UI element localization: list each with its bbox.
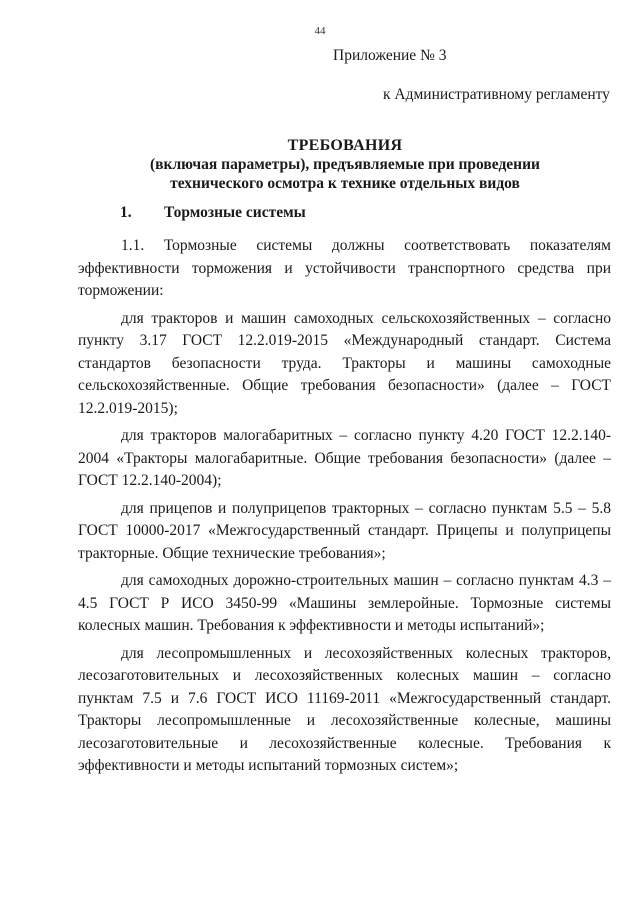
title-subtitle-line-2: технического осмотра к технике отдельных видов: [170, 175, 520, 192]
document-title: [80, 136, 610, 193]
annex-reference: к Административному регламенту: [383, 86, 610, 103]
paragraph: для лесопромышленных и лесохозяйственных колесных тракторов, лесозаготовительных и лесохозяйственных колесных машин – согласно пунктам 7.5 и 7.6 ГОСТ ИСО 11169-2011 «Межгосударственный стандарт. Тракторы лесопромышленные и лесохозяйственные колесные, машины лесозаготовительные и лесохозяйственные колесные. Требования к эффективности и методы испытаний тормозных систем»;: [78, 644, 611, 774]
paragraph: для тракторов и машин самоходных сельскохозяйственных – согласно пункту 3.17 ГОСТ 12.2.019-2015 «Международный стандарт. Система стандартов безопасности труда. Тракторы и машины самоходные сельскохозяйственные. Общие требования безопасности» (далее – ГОСТ 12.2.019-2015);: [78, 309, 611, 417]
title-main: ТРЕБОВАНИЯ: [287, 137, 403, 154]
paragraph: для тракторов малогабаритных – согласно пункту 4.20 ГОСТ 12.2.140-2004 «Тракторы малогабаритные. Общие требования безопасности» (далее – ГОСТ 12.2.140-2004);: [78, 427, 611, 489]
page-number: 44: [314, 25, 326, 37]
annex-label: Приложение № 3: [333, 47, 447, 64]
section-number: 1.: [120, 204, 132, 221]
section-title: Тормозные системы: [164, 204, 306, 221]
title-subtitle-line-1: (включая параметры), предъявляемые при проведении: [150, 156, 540, 173]
paragraph: 1.1. Тормозные системы должны соответствовать показателям эффективности торможения и устойчивости транспортного средства при торможении:: [78, 237, 611, 299]
paragraph: для прицепов и полуприцепов тракторных – согласно пунктам 5.5 – 5.8 ГОСТ 10000-2017 «Межгосударственный стандарт. Прицепы и полуприцепы тракторные. Общие технические требования»;: [78, 499, 611, 562]
body-text: [78, 235, 611, 783]
section-heading: [120, 204, 306, 222]
paragraph: для самоходных дорожно-строительных машин – согласно пунктам 4.3 – 4.5 ГОСТ Р ИСО 3450-99 «Машины землеройные. Тормозные системы колесных машин. Требования к эффективности и методы испытаний»;: [78, 572, 611, 634]
